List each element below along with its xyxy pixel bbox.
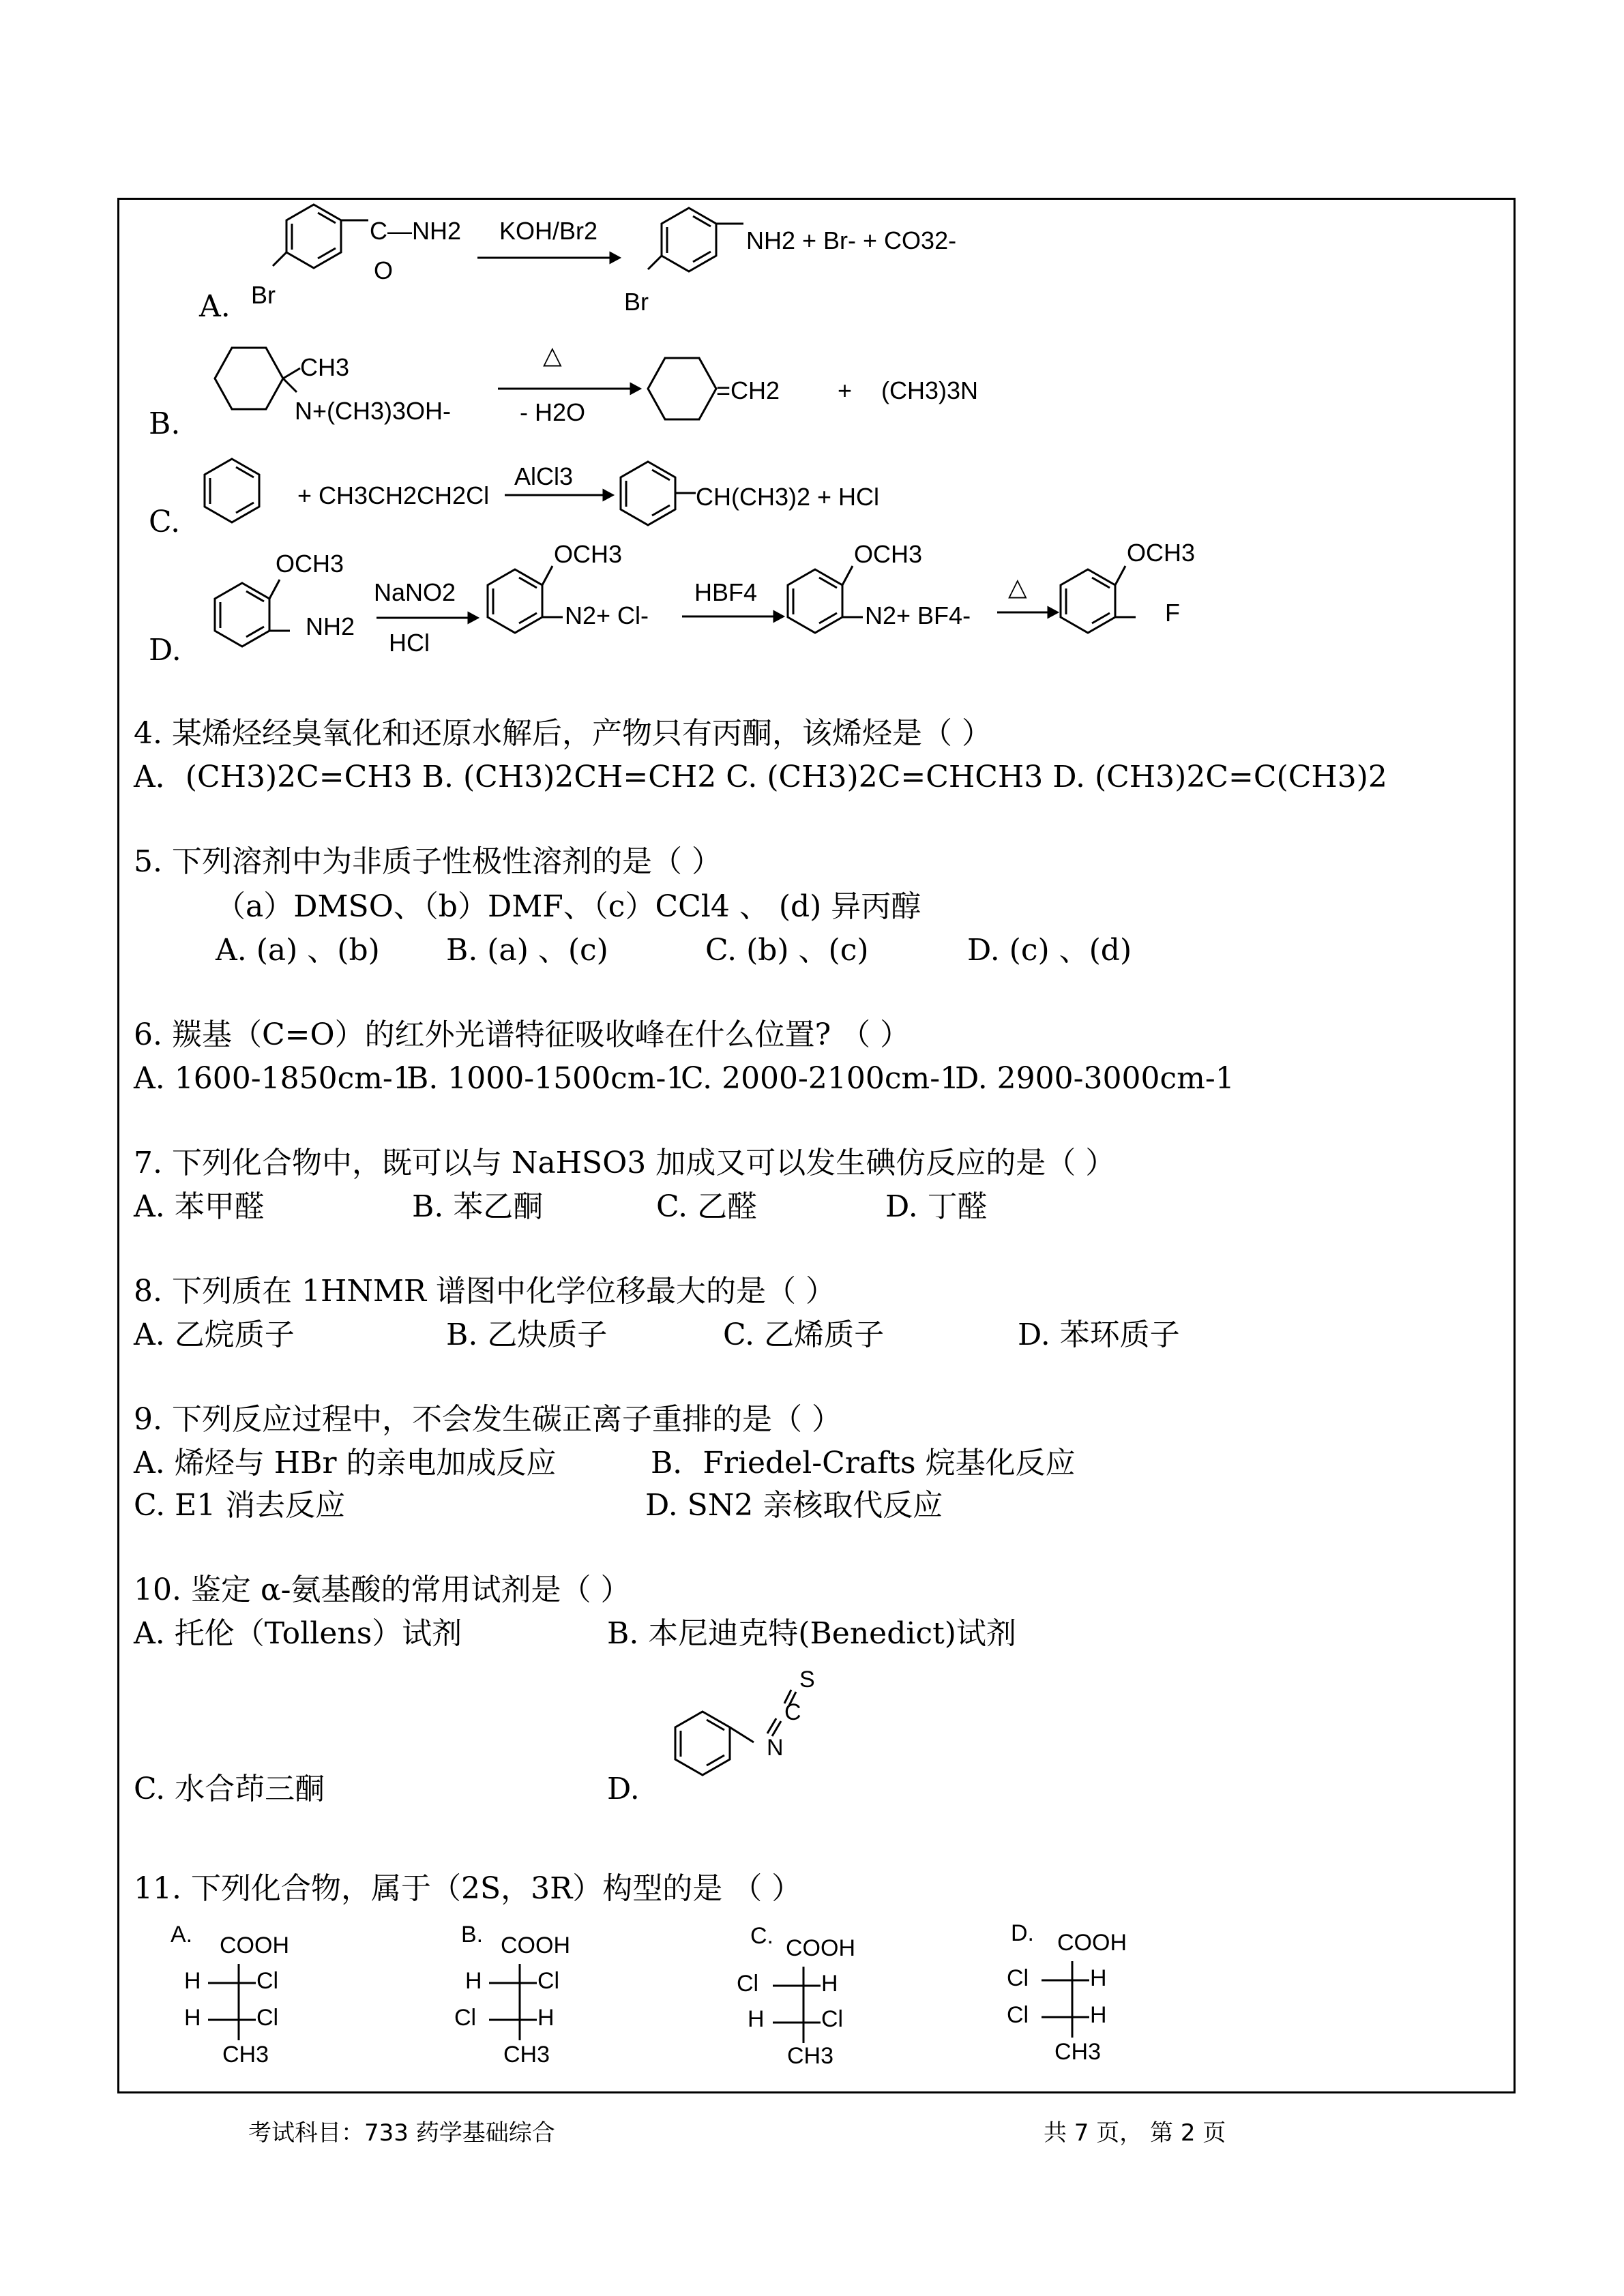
reaction-arrow bbox=[377, 611, 479, 625]
option-letter: C. bbox=[149, 505, 181, 539]
row1-left: Cl bbox=[737, 1971, 759, 1997]
fischer-cross bbox=[479, 1957, 547, 2046]
reaction-arrow bbox=[997, 606, 1059, 619]
nitrogen-atom: N bbox=[767, 1735, 784, 1761]
row1-left: H bbox=[184, 1968, 201, 1994]
amine-label: (CH3)3N bbox=[881, 376, 979, 404]
option-a: A. 苯甲醛 bbox=[134, 1189, 265, 1224]
top-group: COOH bbox=[1057, 1930, 1127, 1956]
sulfur-atom: S bbox=[799, 1667, 815, 1693]
question-options: A．(CH3)2C=CH3 B. (CH3)2CH=CH2 C. (CH3)2C=CHCH3 D. (CH3)2C=C(CH3)2 bbox=[134, 760, 1387, 794]
row2-left: H bbox=[748, 2006, 765, 2032]
fluoro-label: F bbox=[1165, 599, 1180, 627]
option-d: D. 苯环质子 bbox=[1018, 1317, 1180, 1352]
option-b: B. 乙炔质子 bbox=[446, 1317, 608, 1352]
benzene-ring-structure bbox=[634, 201, 757, 310]
option-d: D. SN2 亲核取代反应 bbox=[645, 1488, 943, 1523]
top-group: COOH bbox=[220, 1933, 289, 1958]
heat-symbol: △ bbox=[543, 341, 562, 369]
option-letter: A. bbox=[199, 289, 231, 324]
question-stem: 5. 下列溶剂中为非质子性极性溶剂的是（ ） bbox=[134, 844, 722, 879]
methoxy-label: OCH3 bbox=[276, 550, 344, 578]
row1-right: Cl bbox=[537, 1968, 560, 1994]
benzene-ring-structure bbox=[191, 456, 286, 537]
question-stem: 7. 下列化合物中，既可以与 NaHSO3 加成又可以发生碘仿反应的是（ ） bbox=[134, 1146, 1116, 1180]
methoxy-label: OCH3 bbox=[854, 540, 923, 568]
exam-subject: 考试科目：733 药学基础综合 bbox=[248, 2119, 555, 2147]
reagent-label: HCl bbox=[389, 629, 430, 657]
catalyst-label: AlCl3 bbox=[514, 462, 574, 490]
option-a: A. 烯烃与 HBr 的亲电加成反应 bbox=[134, 1446, 557, 1480]
amide-group: C—NH2 bbox=[370, 217, 462, 245]
plus-sign: + bbox=[838, 376, 853, 404]
row2-right: Cl bbox=[256, 2005, 279, 2031]
option-d: D. bbox=[607, 1772, 640, 1806]
row1-right: Cl bbox=[256, 1968, 279, 1994]
option-a: A. 1600-1850cm-1 bbox=[134, 1061, 412, 1096]
option-letter: D. bbox=[1011, 1920, 1034, 1946]
question-stem: 4. 某烯烃经臭氧化和还原水解后，产物只有丙酮，该烯烃是（ ） bbox=[134, 716, 992, 751]
option-a: A. 托伦（Tollens）试剂 bbox=[134, 1616, 462, 1651]
option-c: C. 乙烯质子 bbox=[723, 1317, 885, 1352]
option-letter: C. bbox=[750, 1923, 773, 1949]
row2-left: Cl bbox=[1007, 2002, 1029, 2028]
option-c: C. 2000-2100cm-1 bbox=[681, 1061, 960, 1096]
option-c: C. 水合茚三酮 bbox=[134, 1772, 325, 1806]
bottom-group: CH3 bbox=[1054, 2039, 1102, 2065]
amino-label: NH2 bbox=[306, 612, 355, 640]
diazonium-label: N2+ Cl- bbox=[565, 601, 649, 629]
option-d: D. 丁醛 bbox=[885, 1189, 988, 1224]
carbon-atom: C bbox=[784, 1699, 801, 1725]
bromo-label: Br bbox=[251, 281, 276, 309]
option-c: C. (b) 、(c) bbox=[705, 933, 869, 968]
reaction-arrow bbox=[498, 382, 641, 396]
option-d: D. (c) 、(d) bbox=[967, 933, 1132, 968]
diazonium-label: N2+ BF4- bbox=[865, 601, 971, 629]
option-c: C. 乙醛 bbox=[656, 1189, 758, 1224]
option-b: B. (a) 、(c) bbox=[446, 933, 608, 968]
page-number: 共 7 页， 第 2 页 bbox=[1044, 2119, 1226, 2147]
row2-left: Cl bbox=[454, 2005, 477, 2031]
option-letter: D. bbox=[149, 633, 181, 668]
option-letter: B. bbox=[461, 1922, 484, 1948]
option-letter: A. bbox=[171, 1922, 193, 1948]
bromo-label: Br bbox=[624, 288, 649, 316]
option-b: B. 1000-1500cm-1 bbox=[407, 1061, 685, 1096]
reagent-label: + CH3CH2CH2Cl bbox=[297, 481, 490, 509]
reagent-label: NaNO2 bbox=[374, 578, 456, 606]
row1-left: Cl bbox=[1007, 1965, 1029, 1991]
reaction-arrow bbox=[682, 610, 784, 623]
top-group: COOH bbox=[501, 1933, 570, 1958]
condition-label: - H2O bbox=[520, 398, 586, 426]
option-c: C. E1 消去反应 bbox=[134, 1488, 346, 1523]
row2-left: H bbox=[184, 2005, 201, 2031]
row1-right: H bbox=[821, 1971, 838, 1997]
question-stem: 11. 下列化合物，属于（2S，3R）构型的是 （ ） bbox=[134, 1871, 802, 1906]
question-stem: 10. 鉴定 α-氨基酸的常用试剂是（ ） bbox=[134, 1572, 631, 1607]
row2-right: H bbox=[537, 2005, 555, 2031]
bottom-group: CH3 bbox=[503, 2042, 550, 2068]
reaction-arrow bbox=[477, 251, 621, 265]
question-items: （a）DMSO、（b）DMF、（c）CCl4 、 (d) 异丙醇 bbox=[216, 889, 921, 924]
row1-right: H bbox=[1090, 1965, 1107, 1991]
option-b: B. 苯乙酮 bbox=[412, 1189, 544, 1224]
row2-right: H bbox=[1090, 2002, 1107, 2028]
heat-symbol: △ bbox=[1008, 573, 1027, 601]
option-a: A. 乙烷质子 bbox=[134, 1317, 295, 1352]
fischer-cross bbox=[763, 1960, 831, 2048]
option-b: B. 本尼迪克特(Benedict)试剂 bbox=[607, 1616, 1016, 1651]
product-label: CH(CH3)2 + HCl bbox=[696, 483, 880, 511]
fischer-cross bbox=[1031, 1954, 1099, 2043]
product-label: NH2 + Br- + CO32- bbox=[746, 226, 957, 254]
bottom-group: CH3 bbox=[222, 2042, 269, 2068]
methoxy-label: OCH3 bbox=[1127, 539, 1196, 567]
reagent-label: HBF4 bbox=[694, 578, 758, 606]
row2-right: Cl bbox=[821, 2006, 844, 2032]
methyl-label: CH3 bbox=[300, 353, 350, 381]
question-stem: 9. 下列反应过程中，不会发生碳正离子重排的是（ ） bbox=[134, 1402, 842, 1437]
methylene-label: =CH2 bbox=[716, 376, 780, 404]
reaction-arrow bbox=[505, 488, 614, 502]
bottom-group: CH3 bbox=[787, 2043, 834, 2069]
question-stem: 8. 下列质在 1HNMR 谱图中化学位移最大的是（ ） bbox=[134, 1274, 836, 1309]
option-d: D. 2900-3000cm-1 bbox=[955, 1061, 1235, 1096]
option-letter: B. bbox=[149, 406, 181, 441]
option-b: B．Friedel-Crafts 烷基化反应 bbox=[651, 1446, 1076, 1480]
phenyl-isothiocyanate-structure bbox=[655, 1671, 859, 1807]
top-group: COOH bbox=[786, 1935, 855, 1961]
benzene-ring-structure bbox=[259, 198, 396, 307]
reagent-label: KOH/Br2 bbox=[499, 217, 598, 245]
option-a: A. (a) 、(b) bbox=[216, 933, 380, 968]
ammonium-label: N+(CH3)3OH- bbox=[295, 397, 452, 425]
question-stem: 6. 羰基（C=O）的红外光谱特征吸收峰在什么位置? （ ） bbox=[134, 1017, 911, 1052]
methoxy-label: OCH3 bbox=[554, 540, 623, 568]
row1-left: H bbox=[465, 1968, 482, 1994]
cyclohexane-ring-structure bbox=[191, 341, 314, 443]
fischer-cross bbox=[198, 1957, 266, 2046]
amide-oxygen: O bbox=[374, 256, 394, 284]
